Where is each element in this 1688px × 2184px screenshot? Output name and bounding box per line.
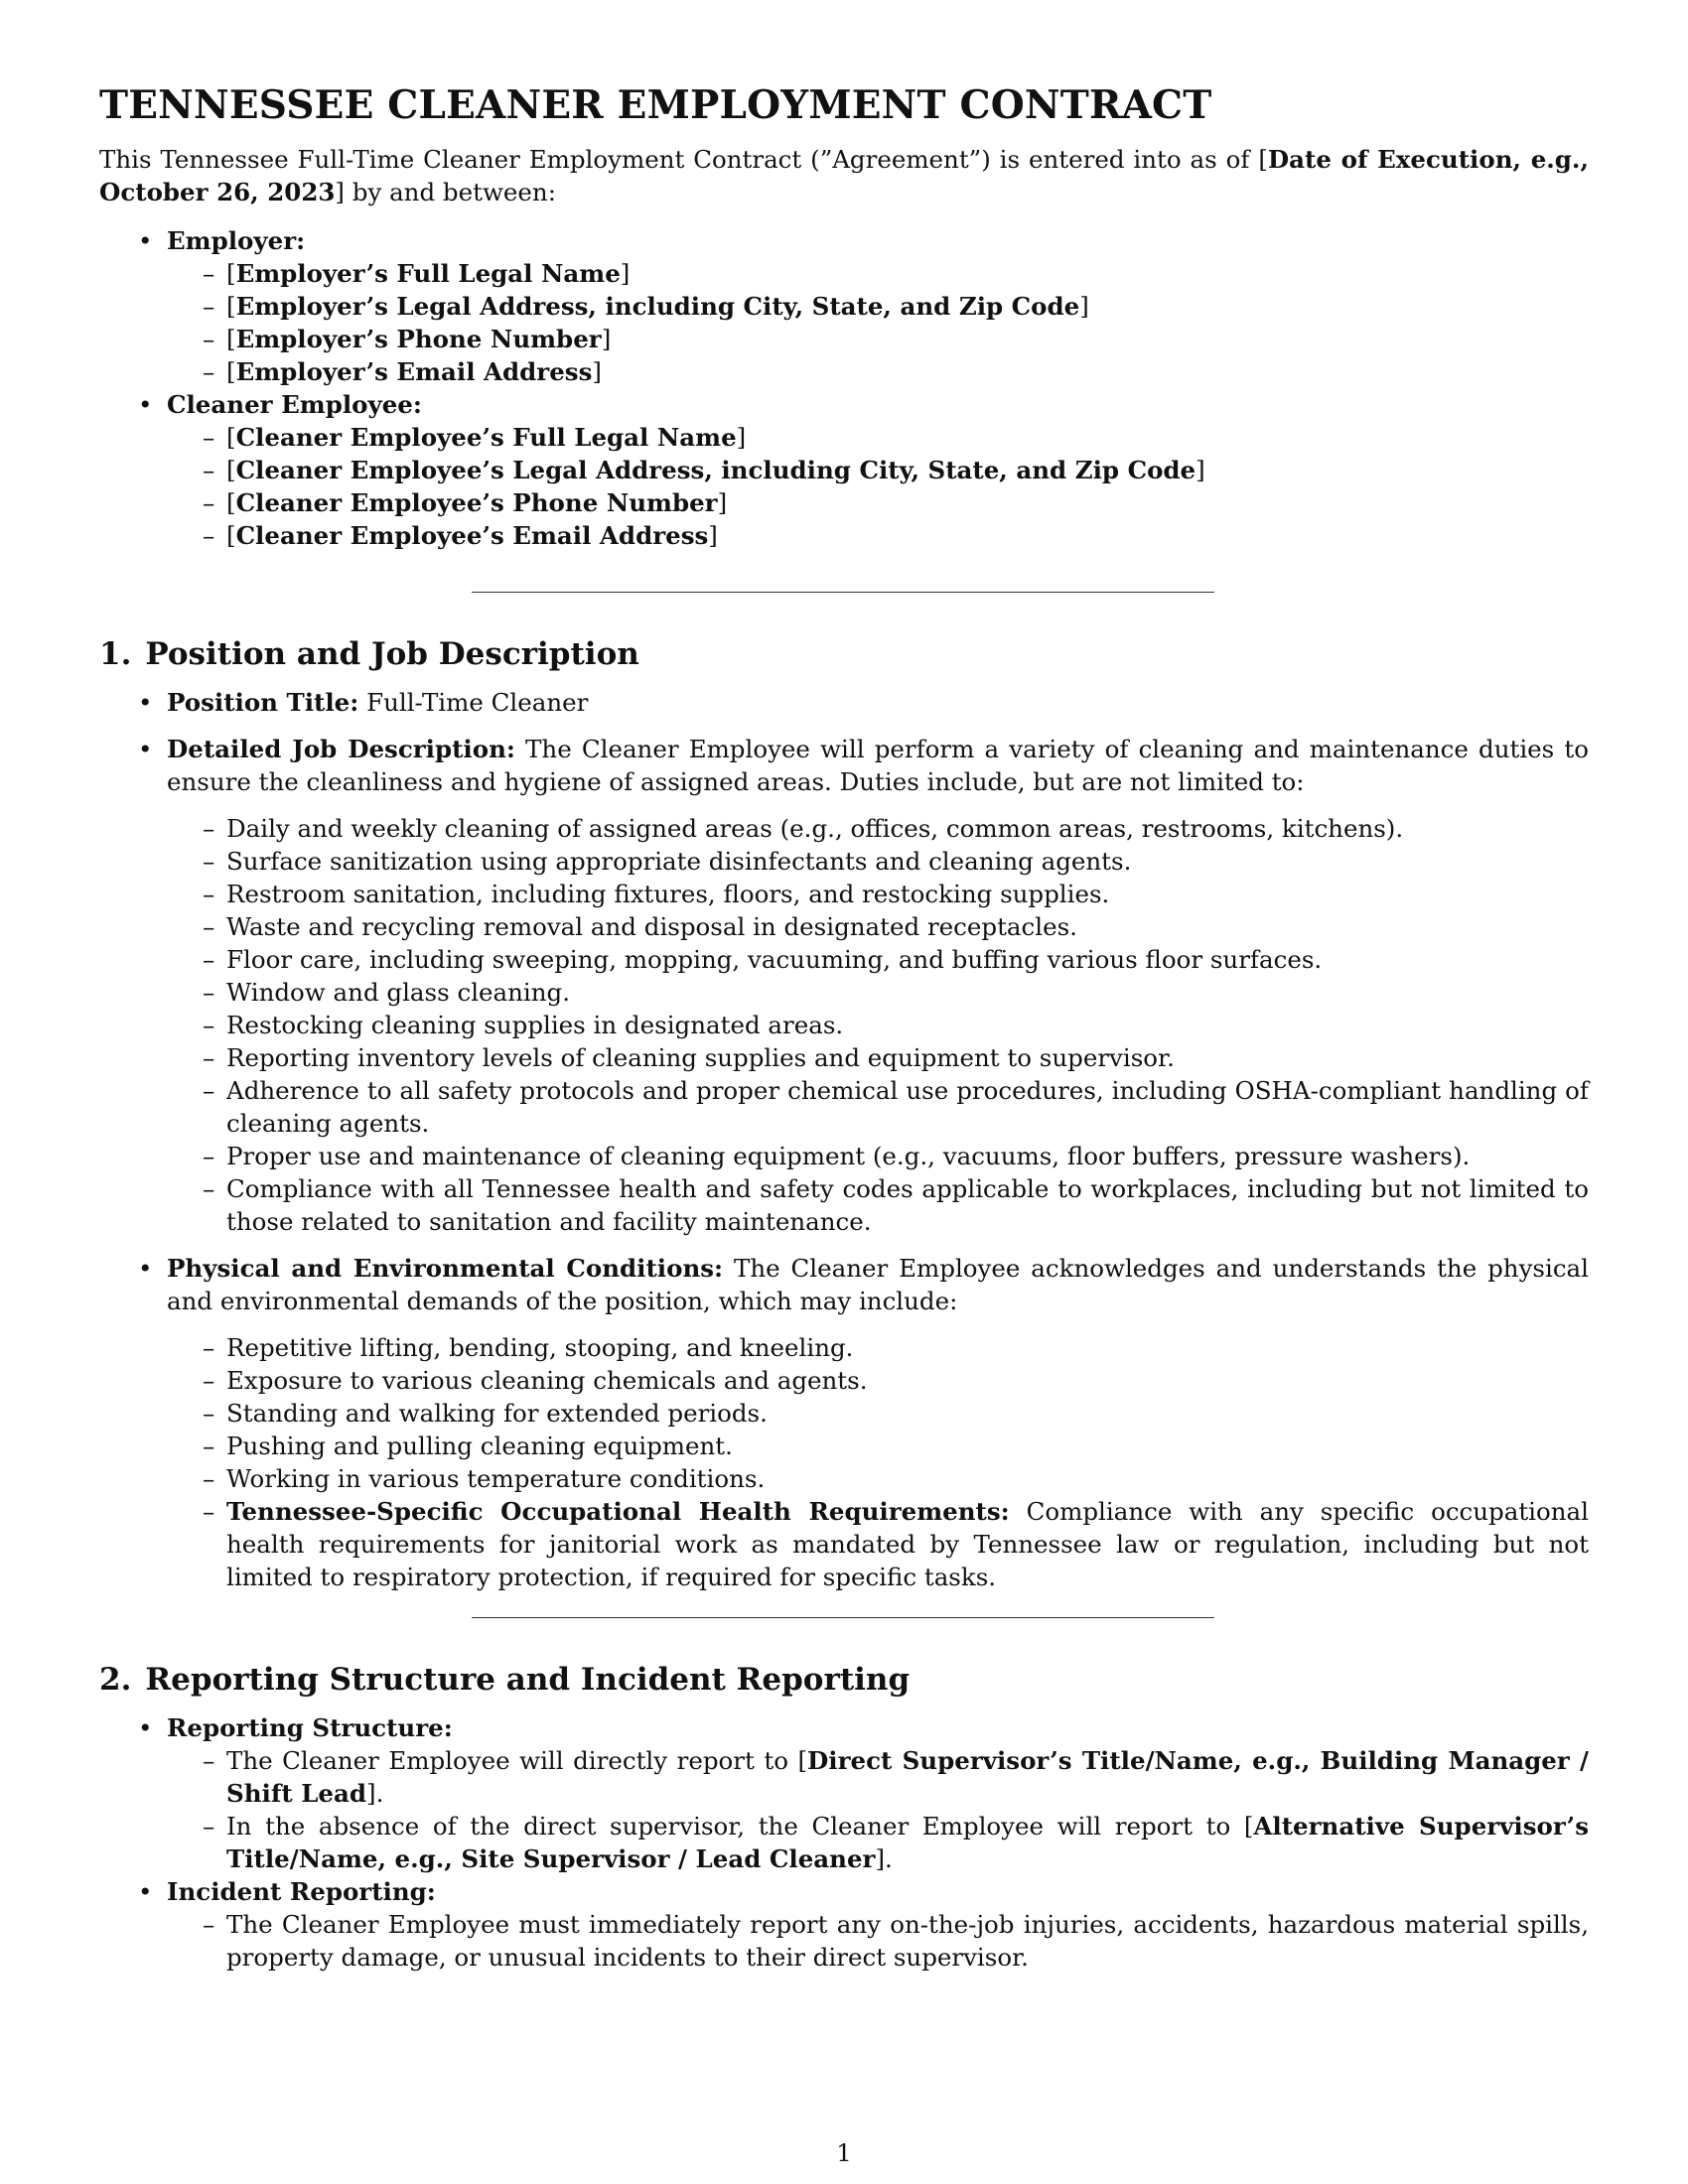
employee-field: – [Cleaner Employee’s Full Legal Name]: [167, 421, 1589, 454]
employer-address-placeholder: Employer’s Legal Address, including City, State, and Zip Code: [235, 292, 1080, 321]
conditions-label: Physical and Environmental Conditions:: [167, 1254, 724, 1283]
duties-list: [167, 812, 1589, 1238]
tn-requirements-item: [167, 1495, 1589, 1593]
job-description-label: Detailed Job Description:: [167, 735, 515, 763]
section-1-heading: [99, 634, 1589, 674]
conditions-text: The Cleaner Employee acknowledges and understands the physical and environmental demands of the position, which may include:: [167, 1254, 1589, 1315]
employee-field: – [Cleaner Employee’s Legal Address, including City, State, and Zip Code]: [167, 454, 1589, 486]
employee-item: [99, 388, 1589, 552]
position-title-item: [99, 686, 1589, 719]
tn-requirements-label: Tennessee-Specific Occupational Health Requirements:: [226, 1497, 1010, 1526]
condition-item: – Repetitive lifting, bending, stooping, and kneeling.: [167, 1331, 1589, 1364]
intro-text-before: This Tennessee Full-Time Cleaner Employment Contract (”Agreement”) is entered into as of [: [99, 145, 1268, 174]
duty-item: – Window and glass cleaning.: [167, 976, 1589, 1009]
section-2-list: [99, 1711, 1589, 1974]
alt-supervisor-placeholder: Alternative Supervisor’s Title/Name, e.g., Site Supervisor / Lead Cleaner: [226, 1812, 1589, 1873]
condition-item: – Exposure to various cleaning chemicals and agents.: [167, 1364, 1589, 1397]
employee-field: – [Cleaner Employee’s Phone Number]: [167, 486, 1589, 519]
section-1-list: [99, 686, 1589, 1593]
condition-item: – Working in various temperature conditions.: [167, 1462, 1589, 1495]
employer-phone-placeholder: Employer’s Phone Number: [235, 325, 602, 353]
section-2-title: Reporting Structure and Incident Reporting: [145, 1662, 911, 1698]
tn-requirements-text: Compliance with any specific occupational health requirements for janitorial work as mandated by Tennessee law or regulation, including but not limited to respiratory protection, if required for specific tasks.: [226, 1497, 1589, 1591]
section-2-heading: [99, 1660, 1589, 1700]
execution-date-placeholder: Date of Execution, e.g., October 26, 2023: [99, 145, 1589, 206]
incident-reporting-item: [99, 1875, 1589, 1974]
section-divider: [472, 1617, 1214, 1618]
reporting-structure-label: Reporting Structure:: [167, 1713, 453, 1742]
alt-supervisor-text: In the absence of the direct supervisor, the Cleaner Employee will report to [: [226, 1812, 1254, 1841]
employee-fields: [167, 421, 1589, 552]
reporting-structure-list: [167, 1744, 1589, 1875]
employee-field: – [Cleaner Employee’s Email Address]: [167, 519, 1589, 552]
direct-supervisor-text: The Cleaner Employee will directly report to [: [226, 1746, 808, 1775]
section-divider: [472, 592, 1214, 593]
employer-field: – [Employer’s Full Legal Name]: [167, 257, 1589, 290]
duty-item: – Adherence to all safety protocols and proper chemical use procedures, including OSHA-compliant handling of cleaning agents.: [167, 1074, 1589, 1140]
page-number: 1: [836, 2138, 852, 2167]
duty-item: – Restocking cleaning supplies in designated areas.: [167, 1009, 1589, 1041]
alt-supervisor-close: ].: [875, 1844, 893, 1873]
employer-email-placeholder: Employer’s Email Address: [235, 357, 593, 386]
employer-field: – [Employer’s Email Address]: [167, 355, 1589, 388]
incident-reporting-list: [167, 1908, 1589, 1974]
position-title-label: Position Title:: [167, 688, 359, 717]
employee-address-placeholder: Cleaner Employee’s Legal Address, including City, State, and Zip Code: [235, 456, 1196, 484]
position-title-value: Full-Time Cleaner: [366, 688, 589, 717]
employer-fields: [167, 257, 1589, 388]
contract-page: [99, 81, 1589, 1974]
employer-name-placeholder: Employer’s Full Legal Name: [235, 259, 621, 288]
duty-item: – Restroom sanitation, including fixtures, floors, and restocking supplies.: [167, 878, 1589, 910]
employer-item: [99, 224, 1589, 388]
parties-list: [99, 224, 1589, 552]
job-description-text: The Cleaner Employee will perform a variety of cleaning and maintenance duties to ensure the cleanliness and hygiene of assigned areas. Duties include, but are not limited to:: [167, 735, 1589, 796]
duty-item: – Proper use and maintenance of cleaning equipment (e.g., vacuums, floor buffers, pressure washers).: [167, 1140, 1589, 1172]
reporting-structure-item: [99, 1711, 1589, 1875]
job-description-item: [99, 733, 1589, 1238]
duty-item: – Reporting inventory levels of cleaning supplies and equipment to supervisor.: [167, 1041, 1589, 1074]
employee-email-placeholder: Cleaner Employee’s Email Address: [235, 521, 709, 550]
direct-supervisor-close: ].: [366, 1779, 384, 1808]
employee-phone-placeholder: Cleaner Employee’s Phone Number: [235, 488, 718, 517]
employer-field: – [Employer’s Phone Number]: [167, 323, 1589, 355]
duty-item: – Compliance with all Tennessee health and safety codes applicable to workplaces, including but not limited to those related to sanitation and facility maintenance.: [167, 1172, 1589, 1238]
intro-text-after: ] by and between:: [335, 178, 556, 206]
employee-name-placeholder: Cleaner Employee’s Full Legal Name: [235, 423, 737, 452]
conditions-item: [99, 1252, 1589, 1593]
section-1-number: 1.: [99, 636, 132, 672]
duty-item: – Daily and weekly cleaning of assigned areas (e.g., offices, common areas, restrooms, kitchens).: [167, 812, 1589, 845]
section-2-number: 2.: [99, 1662, 132, 1698]
employee-label: Cleaner Employee:: [167, 390, 422, 419]
duty-item: – Floor care, including sweeping, mopping, vacuuming, and buffing various floor surfaces.: [167, 943, 1589, 976]
condition-item: – Standing and walking for extended periods.: [167, 1397, 1589, 1430]
incident-reporting-text: – The Cleaner Employee must immediately report any on-the-job injuries, accidents, hazardous material spills, property damage, or unusual incidents to their direct supervisor.: [167, 1908, 1589, 1974]
incident-reporting-label: Incident Reporting:: [167, 1877, 436, 1906]
section-1-title: Position and Job Description: [145, 636, 639, 672]
duty-item: – Surface sanitization using appropriate disinfectants and cleaning agents.: [167, 845, 1589, 878]
employer-field: – [Employer’s Legal Address, including City, State, and Zip Code]: [167, 290, 1589, 323]
condition-item: – Pushing and pulling cleaning equipment.: [167, 1430, 1589, 1462]
direct-supervisor-placeholder: Direct Supervisor’s Title/Name, e.g., Building Manager / Shift Lead: [226, 1746, 1589, 1808]
conditions-list: [167, 1331, 1589, 1593]
intro-paragraph: [99, 143, 1589, 208]
direct-supervisor-item: [167, 1744, 1589, 1810]
duty-item: – Waste and recycling removal and disposal in designated receptacles.: [167, 910, 1589, 943]
alt-supervisor-item: [167, 1810, 1589, 1875]
document-title: TENNESSEE CLEANER EMPLOYMENT CONTRACT: [99, 82, 1212, 128]
employer-label: Employer:: [167, 226, 306, 255]
